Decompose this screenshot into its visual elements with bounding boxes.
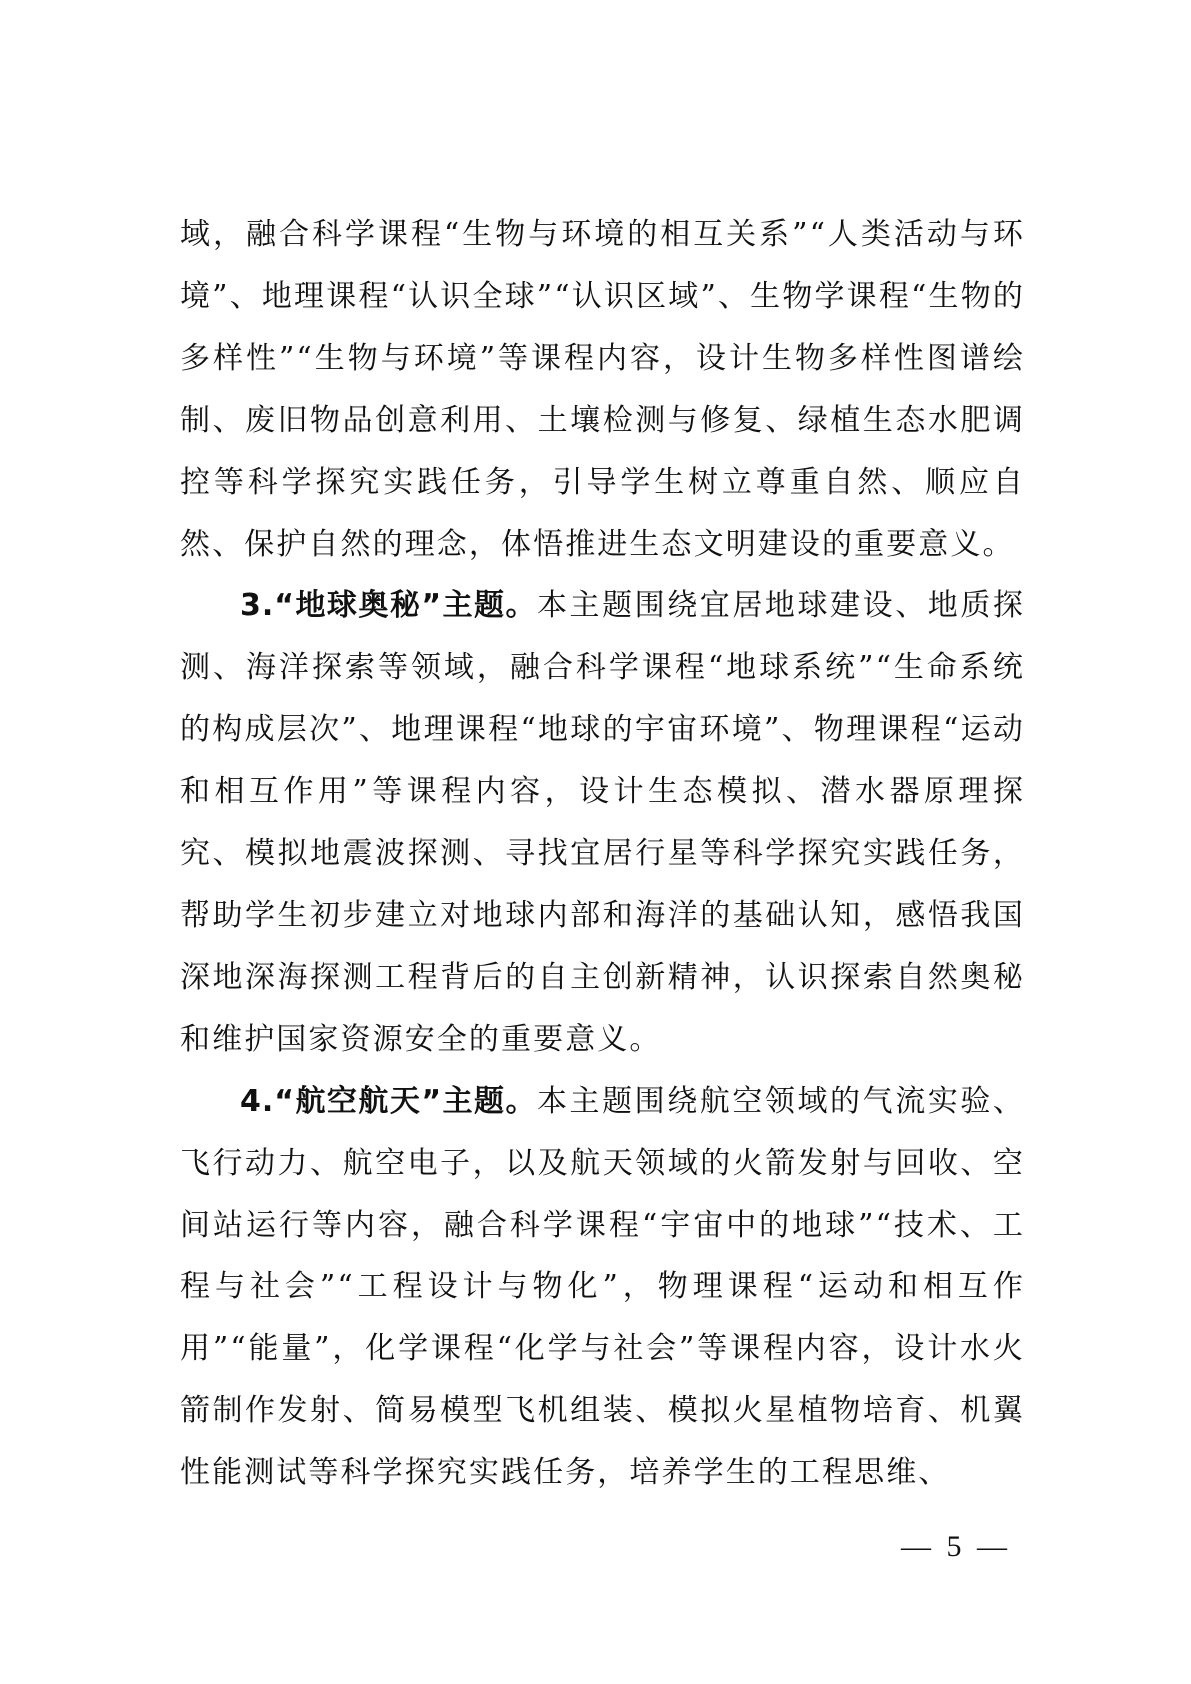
paragraph-heading: 3.“地球奥秘”主题。 [240,588,537,624]
paragraph-continuation [180,204,1025,575]
paragraph-heading: 4.“航空航天”主题。 [240,1083,537,1119]
paragraph-body: 域，融合科学课程“生物与环境的相互关系”“人类活动与环境”、地理课程“认识全球”“认识区域”、生物学课程“生物的多样性”“生物与环境”等课程内容，设计生物多样性图谱绘制、废旧物品创意利用、土壤检测与修复、绿植生态水肥调控等科学探究实践任务，引导学生树立尊重自然、顺应自然、保护自然的理念，体悟推进生态文明建设的重要意义。 [180,217,1025,562]
document-body [180,204,1025,1504]
paragraph-body: 本主题围绕宜居地球建设、地质探测、海洋探索等领域，融合科学课程“地球系统”“生命系统的构成层次”、地理课程“地球的宇宙环境”、物理课程“运动和相互作用”等课程内容，设计生态模拟、潜水器原理探究、模拟地震波探测、寻找宜居行星等科学探究实践任务，帮助学生初步建立对地球内部和海洋的基础认知，感悟我国深地深海探测工程背后的自主创新精神，认识探索自然奥秘和维护国家资源安全的重要意义。 [180,588,1025,1057]
paragraph-earth-mystery [180,575,1025,1070]
page-number: — 5 — [901,1530,1011,1563]
paragraph-body: 本主题围绕航空领域的气流实验、飞行动力、航空电子，以及航天领域的火箭发射与回收、空间站运行等内容，融合科学课程“宇宙中的地球”“技术、工程与社会”“工程设计与物化”，物理课程“运动和相互作用”“能量”，化学课程“化学与社会”等课程内容，设计水火箭制作发射、简易模型飞机组装、模拟火星植物培育、机翼性能测试等科学探究实践任务，培养学生的工程思维、 [180,1083,1025,1491]
paragraph-aerospace [180,1071,1025,1504]
